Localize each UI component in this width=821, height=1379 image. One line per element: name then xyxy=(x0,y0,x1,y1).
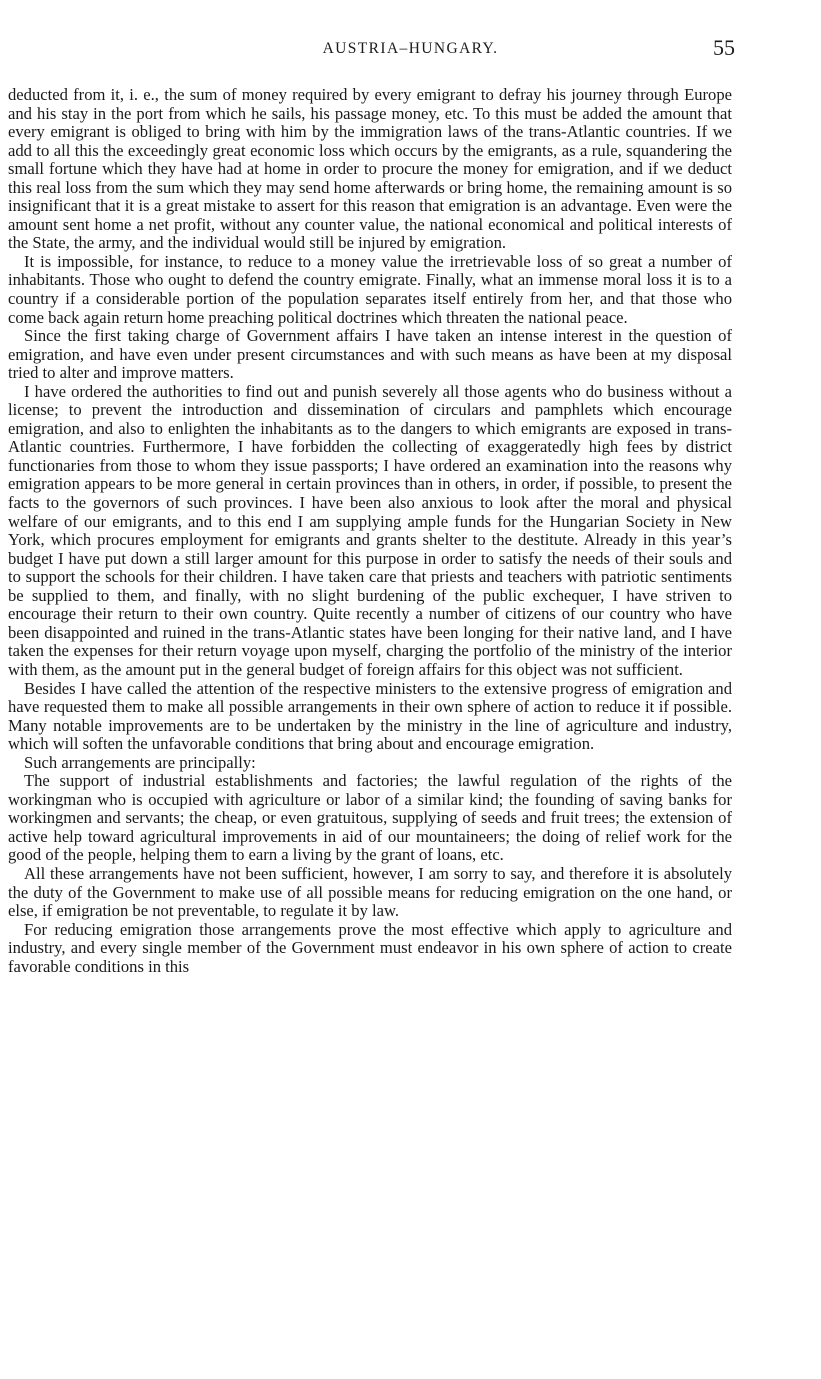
paragraph: Since the first taking charge of Government affairs I have taken an intense interest in the question of emigration, and have even under present circumstances and with such means as have been at my disposal tried to alter and improve matters. xyxy=(8,326,732,383)
paragraph: deducted from it, i. e., the sum of money required by every emigrant to defray his journey through Europe and his stay in the port from which he sails, his passage money, etc. To this must be added the amount that every emigrant is obliged to bring with him by the immigration laws of the trans-Atlantic countries. If we add to all this the exceedingly great economic loss which occurs by the emigrants, as a rule, squandering the small fortune which they have had at home in order to procure the money for emigration, and if we deduct this real loss from the sum which they may send home afterwards or bring home, the remaining amount is so insignificant that it is a great mistake to assert for this reason that emigration is an advantage. Even were the amount sent home a net profit, without any counter value, the national economical and political interests of the State, the army, and the individual would still be injured by emigration. xyxy=(8,85,732,253)
running-head: AUSTRIA–HUNGARY. xyxy=(322,40,499,57)
body-text xyxy=(8,86,732,976)
paragraph: All these arrangements have not been sufficient, however, I am sorry to say, and therefore it is absolutely the duty of the Government to make use of all possible means for reducing emigration on the one hand, or else, if emigration be not preventable, to regulate it by law. xyxy=(8,863,732,921)
paragraph: For reducing emigration those arrangements prove the most effective which apply to agriculture and industry, and every single member of the Government must endeavor in his own sphere of action to create favorable conditions in this xyxy=(8,919,732,976)
page-header xyxy=(0,35,821,64)
paragraph: It is impossible, for instance, to reduce to a money value the irretrievable loss of so great a number of inhabitants. Those who ought to defend the country emigrate. Finally, what an immense moral loss it is to a country if a considerable portion of the population separates itself entirely from her, and that those who come back again return home preaching political doctrines which threaten the national peace. xyxy=(8,251,732,327)
paragraph: The support of industrial establishments and factories; the lawful regulation of the rights of the workingman who is occupied with agriculture or labor of a similar kind; the founding of saving banks for workingmen and servants; the cheap, or even gratuitous, supplying of seeds and fruit trees; the extension of active help toward agricultural improvements in aid of our mountaineers; the doing of relief work for the good of the people, helping them to earn a living by the grant of loans, etc. xyxy=(8,771,732,865)
page-number: 55 xyxy=(713,35,735,60)
paragraph: Such arrangements are principally: xyxy=(24,752,256,772)
paragraph: Besides I have called the attention of the respective ministers to the extensive progress of emigration and have requested them to make all possible arrangements in their own sphere of action to reduce it if possible. Many notable improvements are to be undertaken by the ministry in the line of agriculture and industry, which will soften the unfavorable conditions that bring about and encourage emigration. xyxy=(8,678,732,754)
paragraph: I have ordered the authorities to find out and punish severely all those agents who do business without a license; to prevent the introduction and dissemination of circulars and pamphlets which encourage emigration, and also to enlighten the inhabitants as to the dangers to which emigrants are exposed in trans-Atlantic countries. Furthermore, I have forbidden the collecting of exaggeratedly high fees by district functionaries from those to whom they issue passports; I have ordered an examination into the reasons why emigration appears to be more general in certain provinces than in others, in order, if possible, to present the facts to the governors of such provinces. I have been also anxious to look after the moral and physical welfare of our emigrants, and to this end I am supplying ample funds for the Hungarian Society in New York, which procures employment for emigrants and grants shelter to the destitute. Already in this year’s budget I have put down a still larger amount for this purpose in order to satisfy the needs of their souls and to support the schools for their children. I have taken care that priests and teachers with patriotic sentiments be supplied to them, and finally, with no slight burdening of the public exchequer, I have striven to encourage their return to their own country. Quite recently a number of citizens of our country who have been disappointed and ruined in the trans-Atlantic states have been longing for their native land, and I have taken the expenses for their return voyage upon myself, charging the portfolio of the ministry of the interior with them, as the amount put in the general budget of foreign affairs for this object was not sufficient. xyxy=(8,381,732,679)
